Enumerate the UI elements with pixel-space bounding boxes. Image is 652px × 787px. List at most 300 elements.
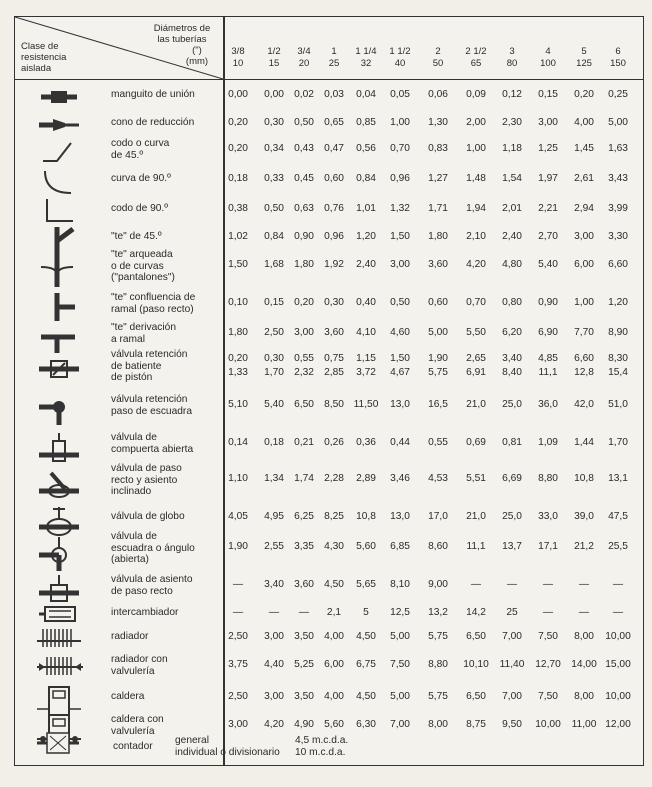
table-cell: 4,20 — [466, 259, 486, 270]
table-cell: 0,65 — [324, 117, 344, 128]
table-cell: 21,0 — [466, 511, 486, 522]
row-label-line: codo de 90.º — [111, 203, 168, 214]
table-cell: 25 — [506, 607, 518, 618]
table-cell: 6,90 — [538, 327, 558, 338]
table-cell: 2,1 — [326, 607, 342, 618]
table-cell: 0,02 — [294, 89, 314, 100]
table-cell: 0,84 — [264, 231, 284, 242]
table-cell: 10,00 — [605, 631, 631, 642]
row-label-line: de batiente — [111, 360, 162, 372]
table-cell: 14,00 — [571, 659, 597, 670]
footer-general-value: 4,5 m.c.d.a. — [295, 735, 349, 746]
table-cell: 13,0 — [390, 511, 410, 522]
table-cell: 0,00 — [264, 89, 284, 100]
row-label — [111, 173, 171, 185]
table-cell: 1,74 — [294, 473, 314, 484]
table-header — [15, 17, 643, 80]
table-cell: 6,50 — [294, 399, 314, 410]
table-cell: 15,00 — [605, 659, 631, 670]
table-cell: 10,8 — [356, 511, 376, 522]
table-cell: 6,60 — [608, 259, 628, 270]
row-label-line: válvula de asiento — [111, 574, 193, 585]
column-header — [495, 46, 529, 70]
table-cell: 1,15 — [356, 353, 376, 364]
table-cell: — — [578, 607, 590, 618]
table-cell: 1,70 — [264, 367, 284, 378]
row-label-line: radiador con — [111, 654, 168, 665]
table-cell: 4,80 — [502, 259, 522, 270]
column-header-inches: 1 1/4 — [355, 46, 377, 57]
table-cell: — — [578, 579, 590, 590]
table-cell: 0,44 — [390, 437, 410, 448]
table-cell: 3,00 — [390, 259, 410, 270]
table-cell: — — [470, 579, 482, 590]
table-cell: 4,60 — [390, 327, 410, 338]
table-cell: 6,60 — [574, 353, 594, 364]
column-header-mm: 15 — [268, 58, 280, 69]
row-label — [111, 463, 182, 498]
table-cell: 2,50 — [228, 631, 248, 642]
table-cell: — — [506, 579, 518, 590]
table-cell: 39,0 — [574, 511, 594, 522]
table-cell: 51,0 — [608, 399, 628, 410]
column-header-mm: 80 — [506, 58, 518, 69]
table-cell: 3,60 — [324, 327, 344, 338]
table-cell: 0,43 — [294, 143, 314, 154]
row-label — [111, 654, 168, 677]
row-label — [111, 574, 193, 597]
column-header-mm: 32 — [360, 58, 372, 69]
table-cell: 0,30 — [264, 117, 284, 128]
table-cell: 5,10 — [228, 399, 248, 410]
table-cell: 3,50 — [294, 691, 314, 702]
table-cell: 1,50 — [390, 231, 410, 242]
table-cell: 1,80 — [294, 259, 314, 270]
row-label — [111, 231, 162, 243]
table-cell: 11,1 — [538, 367, 558, 378]
row-label — [111, 394, 192, 417]
table-cell: 0,20 — [574, 89, 594, 100]
table-cell: 8,10 — [390, 579, 410, 590]
table-cell: 8,00 — [574, 631, 594, 642]
table-cell: 0,33 — [264, 173, 284, 184]
row-label-line: a ramal — [111, 333, 145, 345]
table-cell: 4,50 — [324, 579, 344, 590]
table-cell: 5,25 — [294, 659, 314, 670]
table-cell: 0,60 — [428, 297, 448, 308]
footer-individual: individual o divisionario — [175, 747, 280, 758]
row-label-line: o de curvas — [111, 260, 164, 272]
table-cell: 0,96 — [324, 231, 344, 242]
table-cell: 12,8 — [574, 367, 594, 378]
footer-individual-value: 10 m.c.d.a. — [295, 747, 346, 758]
valvula-escuadra-icon — [37, 395, 85, 430]
table-cell: 3,00 — [228, 719, 248, 730]
column-header-inches: 3/4 — [297, 46, 311, 57]
table-cell: 3,72 — [356, 367, 376, 378]
table-cell: — — [612, 607, 624, 618]
te-derivacion-icon — [37, 323, 85, 358]
column-header — [459, 46, 493, 70]
table-cell: 0,50 — [390, 297, 410, 308]
table-cell: 10,00 — [535, 719, 561, 730]
row-label — [111, 691, 144, 703]
table-cell: 3,00 — [538, 117, 558, 128]
te-arqueada-icon — [37, 255, 85, 290]
table-cell: 0,21 — [294, 437, 314, 448]
table-cell: 0,63 — [294, 203, 314, 214]
row-label-line: caldera — [111, 691, 145, 702]
table-cell: 1,33 — [228, 367, 248, 378]
column-header-mm: 65 — [470, 58, 482, 69]
table-cell: 2,65 — [466, 353, 486, 364]
table-cell: 14,2 — [466, 607, 486, 618]
table-cell: 2,00 — [466, 117, 486, 128]
table-cell: 0,09 — [466, 89, 486, 100]
table-cell: 4,53 — [428, 473, 448, 484]
table-cell: 3,00 — [264, 691, 284, 702]
table-cell: 36,0 — [538, 399, 558, 410]
table-cell: 25,0 — [502, 399, 522, 410]
column-header — [531, 46, 565, 70]
table-cell: 47,5 — [608, 511, 628, 522]
table-cell: 3,35 — [294, 541, 314, 552]
table-cell: 0,81 — [502, 437, 522, 448]
table-cell: 12,5 — [390, 607, 410, 618]
table-cell: 11,40 — [499, 659, 525, 670]
table-cell: 8,40 — [502, 367, 522, 378]
table-cell: 4,50 — [356, 631, 376, 642]
table-cell: 12,70 — [535, 659, 561, 670]
table-cell: 10,8 — [574, 473, 594, 484]
table-cell: 0,96 — [390, 173, 410, 184]
table-cell: 5,75 — [428, 631, 448, 642]
table-cell: 1,10 — [228, 473, 248, 484]
table-cell: 2,40 — [356, 259, 376, 270]
table-cell: 4,00 — [574, 117, 594, 128]
column-header-inches: 5 — [581, 46, 587, 57]
row-label — [111, 631, 148, 643]
row-label-line: ("pantalones") — [111, 272, 175, 283]
footer-label: contador — [113, 741, 153, 752]
table-cell: 0,45 — [294, 173, 314, 184]
column-header — [317, 46, 351, 70]
table-cell: 5 — [363, 607, 369, 618]
table-cell: 0,38 — [228, 203, 248, 214]
table-cell: 0,55 — [428, 437, 448, 448]
table-cell: 13,7 — [502, 541, 522, 552]
row-label-line: válvula de — [111, 432, 157, 443]
table-cell: 1,20 — [608, 297, 628, 308]
table-cell: 0,34 — [264, 143, 284, 154]
table-cell: 1,80 — [228, 327, 248, 338]
table-cell: 12,00 — [605, 719, 631, 730]
table-cell: 3,60 — [428, 259, 448, 270]
table-cell: 6,25 — [294, 511, 314, 522]
table-cell: 4,00 — [324, 691, 344, 702]
table-cell: 0,20 — [294, 297, 314, 308]
table-cell: 2,85 — [324, 367, 344, 378]
row-label-line: manguito de unión — [111, 89, 195, 100]
table-cell: 6,91 — [466, 367, 486, 378]
table-cell: 2,50 — [228, 691, 248, 702]
column-divider — [223, 17, 225, 765]
column-header-inches: 6 — [615, 46, 621, 57]
table-cell: — — [232, 579, 244, 590]
table-cell: 6,85 — [390, 541, 410, 552]
column-header — [567, 46, 601, 70]
table-cell: 1,48 — [466, 173, 486, 184]
row-label-line: paso de escuadra — [111, 405, 192, 417]
table-cell: 10,10 — [463, 659, 489, 670]
table-cell: 33,0 — [538, 511, 558, 522]
table-cell: 1,97 — [538, 173, 558, 184]
table-cell: 1,01 — [356, 203, 376, 214]
footer-general: general — [175, 735, 209, 746]
table-cell: 13,2 — [428, 607, 448, 618]
table-cell: 3,00 — [264, 631, 284, 642]
table-cell: 6,00 — [324, 659, 344, 670]
table-cell: 2,28 — [324, 473, 344, 484]
table-cell: 0,84 — [356, 173, 376, 184]
table-cell: 4,67 — [390, 367, 410, 378]
table-cell: 0,03 — [324, 89, 344, 100]
table-cell: 8,25 — [324, 511, 344, 522]
row-label-line: ramal (paso recto) — [111, 303, 194, 315]
table-cell: 7,70 — [574, 327, 594, 338]
row-label — [111, 138, 169, 161]
table-cell: 4,20 — [264, 719, 284, 730]
table-cell: 3,00 — [574, 231, 594, 242]
column-header — [383, 46, 417, 70]
table-cell: 2,89 — [356, 473, 376, 484]
valvula-compuerta-icon — [37, 433, 85, 468]
table-cell: 0,18 — [228, 173, 248, 184]
row-label — [111, 322, 176, 345]
table-cell: 8,80 — [428, 659, 448, 670]
row-label — [111, 714, 164, 737]
header-diameter-label: Diámetros de las tuberías (") (mm) — [153, 23, 211, 67]
table-cell: — — [612, 579, 624, 590]
table-cell: 0,60 — [324, 173, 344, 184]
row-label-line: cono de reducción — [111, 117, 195, 128]
table-cell: 1,00 — [574, 297, 594, 308]
row-label — [111, 432, 193, 455]
table-cell: 3,50 — [294, 631, 314, 642]
table-cell: 3,40 — [264, 579, 284, 590]
table-cell: 1,94 — [466, 203, 486, 214]
column-header-inches: 3/8 — [231, 46, 245, 57]
table-cell: 6,20 — [502, 327, 522, 338]
table-cell: 0,83 — [428, 143, 448, 154]
table-cell: 1,00 — [390, 117, 410, 128]
column-header — [349, 46, 383, 70]
table-cell: 1,50 — [228, 259, 248, 270]
row-label-line: compuerta abierta — [111, 443, 194, 455]
table-cell: 2,70 — [538, 231, 558, 242]
table-cell: — — [298, 607, 310, 618]
table-cell: 0,90 — [294, 231, 314, 242]
table-cell: — — [542, 579, 554, 590]
column-header-inches: 2 1/2 — [465, 46, 487, 57]
table-cell: 5,60 — [324, 719, 344, 730]
column-header — [601, 46, 635, 70]
table-cell: 4,10 — [356, 327, 376, 338]
table-cell: 0,69 — [466, 437, 486, 448]
column-header-inches: 1 1/2 — [389, 46, 411, 57]
row-label-line: radiador — [111, 631, 149, 642]
table-cell: 0,30 — [324, 297, 344, 308]
table-cell: 3,60 — [294, 579, 314, 590]
row-label-line: valvulería — [111, 665, 155, 677]
table-cell: 0,10 — [228, 297, 248, 308]
table-cell: 3,00 — [294, 327, 314, 338]
table-cell: 1,70 — [608, 437, 628, 448]
row-label-line: "te" derivación — [111, 322, 176, 333]
table-cell: 5,40 — [538, 259, 558, 270]
valvula-asiento-inclinado-icon — [37, 469, 85, 504]
table-cell: 5,60 — [356, 541, 376, 552]
table-cell: 1,25 — [538, 143, 558, 154]
row-label — [111, 249, 175, 284]
table-cell: 1,71 — [428, 203, 448, 214]
table-cell: 1,34 — [264, 473, 284, 484]
table-cell: 1,90 — [428, 353, 448, 364]
column-header-mm: 150 — [610, 58, 626, 69]
row-label — [111, 117, 194, 129]
table-cell: 6,50 — [466, 631, 486, 642]
column-header-mm: 10 — [232, 58, 244, 69]
table-cell: 4,90 — [294, 719, 314, 730]
row-label-line: codo o curva — [111, 138, 170, 149]
row-label-line: válvula retención — [111, 349, 188, 360]
column-header-inches: 3 — [509, 46, 515, 57]
row-label-line: válvula retención — [111, 394, 188, 405]
table-cell: 3,75 — [228, 659, 248, 670]
table-cell: 1,32 — [390, 203, 410, 214]
table-cell: 2,30 — [502, 117, 522, 128]
column-header-mm: 50 — [432, 58, 444, 69]
table-cell: 5,65 — [356, 579, 376, 590]
table-cell: 0,56 — [356, 143, 376, 154]
table-cell: 0,20 — [228, 353, 248, 364]
table-cell: 1,63 — [608, 143, 628, 154]
table-cell: 1,45 — [574, 143, 594, 154]
row-label-line: válvula de globo — [111, 511, 185, 522]
table-cell: 7,50 — [538, 691, 558, 702]
table-cell: 0,70 — [466, 297, 486, 308]
table-cell: 4,30 — [324, 541, 344, 552]
row-label-line: válvula de — [111, 531, 157, 542]
header-class-label: Clase de resistencia aislada — [21, 41, 67, 74]
table-cell: 17,0 — [428, 511, 448, 522]
row-label — [111, 511, 185, 523]
table-cell: 15,4 — [608, 367, 628, 378]
table-cell: 4,05 — [228, 511, 248, 522]
table-cell: 8,30 — [608, 353, 628, 364]
row-label — [111, 89, 195, 101]
table-cell: 4,00 — [324, 631, 344, 642]
table-cell: 5,75 — [428, 367, 448, 378]
table-cell: 4,95 — [264, 511, 284, 522]
table-cell: 21,2 — [574, 541, 594, 552]
table-cell: 0,15 — [264, 297, 284, 308]
table-cell: 1,44 — [574, 437, 594, 448]
table-cell: 8,60 — [428, 541, 448, 552]
row-label — [111, 349, 187, 384]
table-cell: 1,00 — [466, 143, 486, 154]
table-cell: 1,02 — [228, 231, 248, 242]
table-cell: 17,1 — [538, 541, 558, 552]
table-cell: 0,30 — [264, 353, 284, 364]
table-cell: 0,40 — [356, 297, 376, 308]
valvula-angulo-icon — [37, 537, 85, 572]
column-header — [221, 46, 255, 70]
table-cell: 3,43 — [608, 173, 628, 184]
table-cell: 8,75 — [466, 719, 486, 730]
valvula-retencion-icon — [37, 355, 85, 390]
row-label — [111, 607, 178, 619]
row-label — [111, 531, 195, 566]
row-label-line: (abierta) — [111, 554, 149, 565]
row-label — [111, 292, 195, 315]
table-cell: 2,21 — [538, 203, 558, 214]
row-label-line: escuadra o ángulo — [111, 542, 195, 554]
table-cell: 0,85 — [356, 117, 376, 128]
table-cell: 1,50 — [390, 353, 410, 364]
table-cell: 5,00 — [428, 327, 448, 338]
table-cell: 0,05 — [390, 89, 410, 100]
table-cell: 0,70 — [390, 143, 410, 154]
row-label-line: "te" confluencia de — [111, 292, 196, 303]
column-header-mm: 40 — [394, 58, 406, 69]
table-cell: 5,40 — [264, 399, 284, 410]
table-cell: 2,61 — [574, 173, 594, 184]
table-cell: 5,75 — [428, 691, 448, 702]
table-cell: 1,92 — [324, 259, 344, 270]
table-cell: 0,00 — [228, 89, 248, 100]
row-label-line: "te" de 45.º — [111, 231, 162, 242]
table-cell: 13,1 — [608, 473, 628, 484]
table-cell: 0,36 — [356, 437, 376, 448]
row-label-line: inclinado — [111, 486, 152, 497]
table-cell: 0,06 — [428, 89, 448, 100]
table-cell: 9,00 — [428, 579, 448, 590]
table-cell: 4,40 — [264, 659, 284, 670]
row-label-line: caldera con — [111, 714, 164, 725]
column-header-inches: 1/2 — [267, 46, 281, 57]
row-label-line: curva de 90.º — [111, 173, 171, 184]
table-cell: 7,50 — [538, 631, 558, 642]
table-cell: 1,68 — [264, 259, 284, 270]
table-cell: 3,40 — [502, 353, 522, 364]
table-cell: 2,10 — [466, 231, 486, 242]
table-cell: 8,00 — [428, 719, 448, 730]
table-cell: 0,04 — [356, 89, 376, 100]
table-cell: 0,76 — [324, 203, 344, 214]
table-cell: 13,0 — [390, 399, 410, 410]
table-cell: 5,00 — [390, 691, 410, 702]
column-header-mm: 125 — [576, 58, 592, 69]
table-cell: 4,85 — [538, 353, 558, 364]
row-label-line: de 45.º — [111, 149, 144, 161]
contador-icon — [37, 731, 77, 761]
column-header-inches: 4 — [545, 46, 551, 57]
table-cell: 1,09 — [538, 437, 558, 448]
table-cell: 11,50 — [353, 399, 379, 410]
table-cell: 0,47 — [324, 143, 344, 154]
table-cell: 2,94 — [574, 203, 594, 214]
